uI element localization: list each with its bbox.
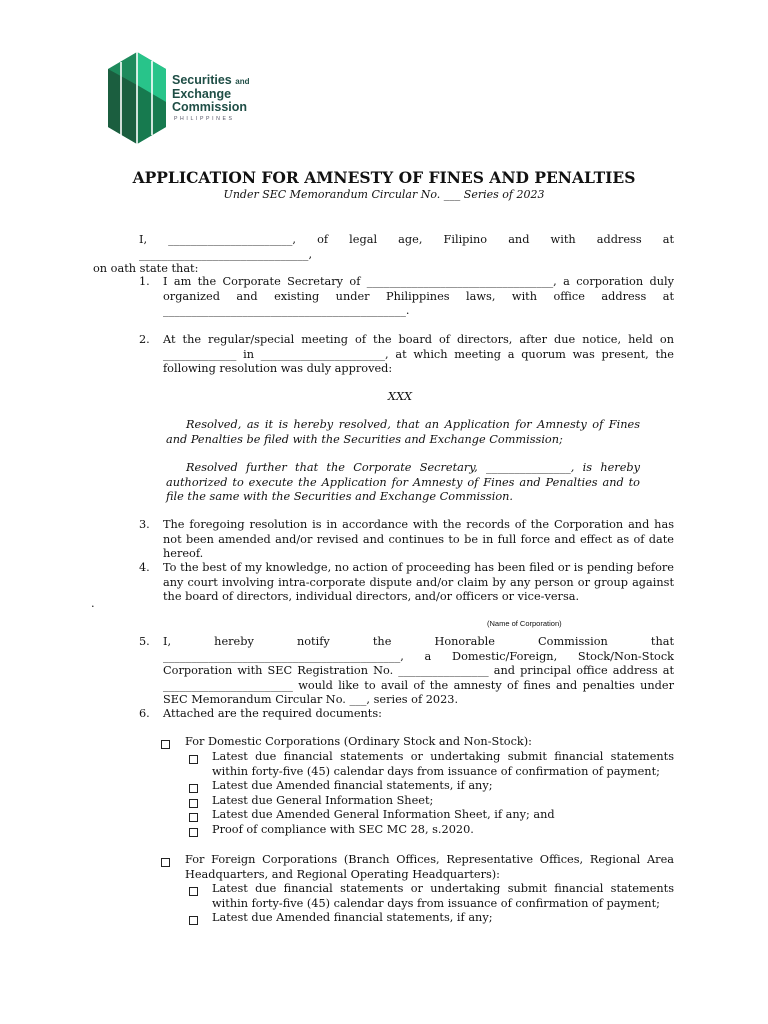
logo-country: PHILIPPINES — [174, 116, 235, 122]
item-number: 2. — [139, 333, 150, 346]
domestic-doc-2: Latest due Amended financial statements, if any; — [212, 779, 493, 792]
item-2-text: At the regular/special meeting of the board of directors, after due notice, held on _____________ in ______________________, at which meeting a quorum was present, the following resolution was duly approved: — [163, 333, 674, 376]
sec-hexagon-icon — [106, 50, 168, 146]
intro-line-2: on oath state that: — [93, 262, 199, 276]
item-4-text: To the best of my knowledge, no action of proceeding has been filed or is pending before any court involving intra-corporate dispute and/or claim by any person or group against the board of directors, individual directors, and/or officers or vice-versa. — [163, 561, 674, 604]
checkbox-foreign-doc-1[interactable] — [189, 886, 198, 901]
foreign-doc-1: Latest due financial statements or undertaking submit financial statements within forty-five (45) calendar days from issuance of confirmation of payment; — [212, 882, 674, 910]
intro-line-1: I, ______________________, of legal age, Filipino and with address at ______________________________, — [139, 233, 674, 261]
item-6-text: Attached are the required documents: — [163, 707, 382, 720]
checkbox-domestic-doc-1[interactable] — [189, 754, 198, 769]
sec-logo — [106, 50, 276, 146]
name-of-corporation-label: (Name of Corporation) — [487, 619, 562, 628]
resolution-paragraph-1: Resolved, as it is hereby resolved, that an Application for Amnesty of Fines and Penalties be filed with the Securities and Exchange Commission; — [166, 418, 640, 446]
domestic-doc-1: Latest due financial statements or undertaking submit financial statements within forty-five (45) calendar days from issuance of confirmation of payment; — [212, 750, 674, 778]
checkbox-domestic-doc-2[interactable] — [189, 783, 198, 798]
item-1-text: I am the Corporate Secretary of _________________________________, a corporation duly organized and existing under Philippines laws, with office address at ___________________________________________. — [163, 275, 674, 318]
document-title: APPLICATION FOR AMNESTY OF FINES AND PENALTIES — [132, 168, 636, 187]
intro-paragraph — [93, 233, 674, 277]
domestic-doc-3: Latest due General Information Sheet; — [212, 794, 434, 807]
resolution-paragraph-2: Resolved further that the Corporate Secretary, _______________, is hereby authorized to execute the Application for Amnesty of Fines and Penalties and to file the same with the Securities and Exchange Commission. — [166, 461, 640, 504]
stray-dot: . — [91, 597, 95, 610]
item-3-text: The foregoing resolution is in accordance with the records of the Corporation and has not been amended and/or revised and continues to be in full force and effect as of date hereof. — [163, 518, 674, 561]
item-number: 5. — [139, 635, 150, 648]
checkbox-domestic-doc-3[interactable] — [189, 798, 198, 813]
logo-wordmark: Securities and Exchange Commission — [172, 73, 250, 114]
checkbox-domestic-doc-4[interactable] — [189, 812, 198, 827]
checkbox-foreign-doc-2[interactable] — [189, 915, 198, 930]
item-number: 4. — [139, 561, 150, 574]
checkbox-domestic-doc-5[interactable] — [189, 827, 198, 842]
resolution-marker: XXX — [387, 390, 413, 403]
domestic-heading: For Domestic Corporations (Ordinary Stock and Non-Stock): — [185, 735, 532, 748]
document-subtitle: Under SEC Memorandum Circular No. ___ Series of 2023 — [223, 188, 545, 201]
checkbox-domestic[interactable] — [161, 739, 170, 754]
domestic-doc-4: Latest due Amended General Information Sheet, if any; and — [212, 808, 555, 821]
item-5-text: I, hereby notify the Honorable Commission that __________________________________________, a Domestic/Foreign, Stock/Non-Stock Corporation with SEC Registration No. ________________ and principal office address at _______________________ would like to avail of the amnesty of fines and penalties under SEC Memorandum Circular No. ___, series of 2023. — [163, 635, 674, 707]
item-number: 6. — [139, 707, 150, 720]
item-number: 1. — [139, 275, 150, 288]
checkbox-foreign[interactable] — [161, 857, 170, 872]
foreign-doc-2: Latest due Amended financial statements, if any; — [212, 911, 493, 924]
domestic-doc-5: Proof of compliance with SEC MC 28, s.2020. — [212, 823, 474, 836]
item-number: 3. — [139, 518, 150, 531]
foreign-heading: For Foreign Corporations (Branch Offices, Representative Offices, Regional Area Headquarters, and Regional Operating Headquarters): — [185, 853, 674, 881]
